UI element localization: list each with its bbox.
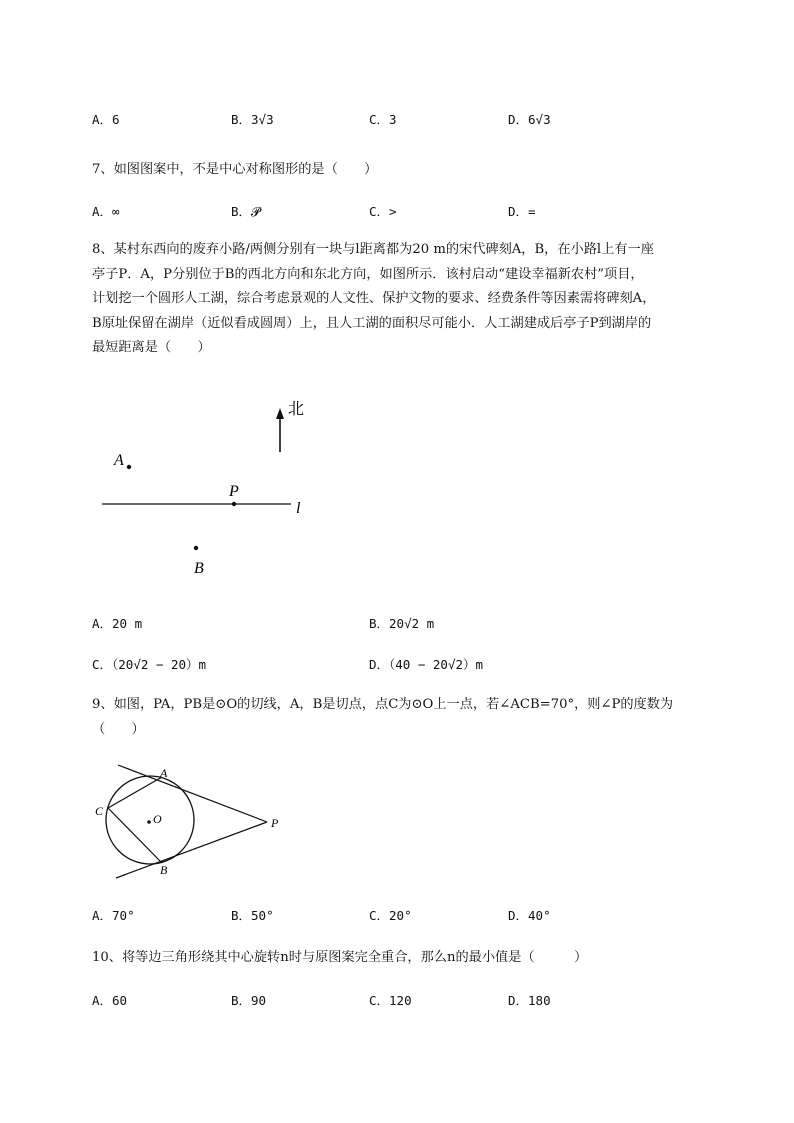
q7-stem: 7、如图图案中，不是中心对称图形的是（ ） — [92, 162, 378, 177]
q6-option-a: A．6 — [92, 112, 120, 127]
q9-line-2: （ ） — [92, 721, 145, 737]
q7-option-b: B．𝓟 — [231, 204, 261, 219]
north-label: 北 — [288, 401, 305, 418]
tangent-pa — [118, 765, 267, 822]
q10-option-a: A．60 — [92, 993, 128, 1008]
center-o-dot — [147, 820, 151, 824]
point-b-label: B — [160, 863, 168, 877]
q10-option-c: C．120 — [369, 993, 412, 1008]
point-p-label: P — [271, 816, 279, 830]
q9-option-b: B．50° — [231, 908, 274, 923]
q6-option-b: B．3√3 — [231, 112, 274, 127]
q9-line-1: 9、如图，PA，PB是⊙O的切线，A，B是切点，点C为⊙O上一点，若∠ACB=70°，则∠P的度数为 — [92, 697, 674, 712]
q8-line-5: 最短距离是（ ） — [92, 340, 211, 355]
point-p-dot — [232, 502, 236, 506]
q8-option-a: A．20 m — [92, 616, 143, 631]
q10-option-b: B．90 — [231, 993, 267, 1008]
point-a-label: A — [160, 766, 168, 780]
q10-option-d: D．180 — [508, 993, 551, 1008]
tangent-pb — [116, 822, 267, 878]
point-b-dot — [194, 546, 198, 550]
q8-line-4: B原址保留在湖岸（近似看成圆周）上，且人工湖的面积尽可能小．人工湖建成后亭子P到湖岸的 — [92, 315, 652, 331]
point-b-label: B — [194, 560, 204, 577]
q8-option-d: D．（40 − 20√2）m — [369, 657, 484, 672]
q9-option-d: D．40° — [508, 908, 551, 923]
q6-option-d: D．6√3 — [508, 112, 551, 127]
q7-option-a: A．∞ — [92, 204, 120, 219]
q8-line-1: 8、某村东西向的废弃小路/两侧分别有一块与l距离都为20 m的宋代碑刻A，B，在小路l上有一座 — [92, 242, 654, 257]
q8-stem — [92, 238, 742, 361]
q7-option-c: C．> — [369, 204, 397, 219]
q9-option-a: A．70° — [92, 908, 135, 923]
q8-line-2: 亭子P．A，P分别位于B的西北方向和东北方向，如图所示．该村启动“建设幸福新农村”项目， — [92, 266, 644, 282]
q8-option-b: B．20√2 m — [369, 616, 435, 631]
north-arrow-icon — [276, 408, 284, 419]
q6-option-c: C．3 — [369, 112, 397, 127]
point-a-dot — [127, 465, 131, 469]
point-c-label: C — [95, 804, 104, 818]
q7-option-d: D．= — [508, 204, 536, 219]
q10-stem: 10、将等边三角形绕其中心旋转n时与原图案完全重合，那么n的最小值是（ ） — [92, 950, 588, 965]
q9-figure — [90, 760, 290, 885]
line-l-label: l — [296, 500, 301, 517]
point-o-label: O — [153, 812, 162, 826]
q8-option-c: C．（20√2 − 20）m — [92, 657, 207, 672]
q8-figure — [95, 390, 325, 580]
point-p-label: P — [229, 483, 239, 500]
point-a-label: A — [114, 452, 124, 469]
q9-stem — [92, 693, 742, 742]
q9-option-c: C．20° — [369, 908, 412, 923]
q8-line-3: 计划挖一个圆形人工湖，综合考虑景观的人文性、保护文物的要求、经费条件等因素需将碑刻A， — [92, 291, 656, 306]
